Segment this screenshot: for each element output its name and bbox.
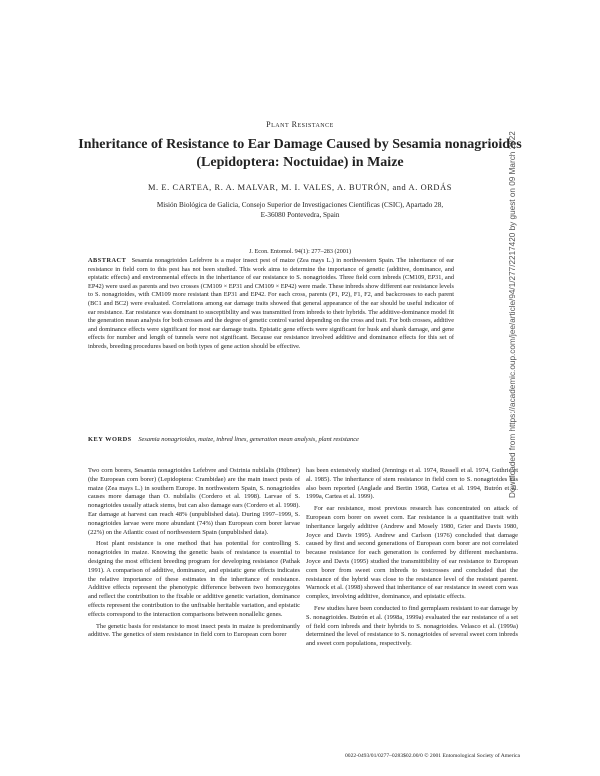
affiliation bbox=[60, 200, 540, 220]
abstract bbox=[88, 257, 454, 352]
body-paragraph: Two corn borers, Sesamia nonagrioides Lefebvre and Ostrinia nubilalis (Hübner) (the European corn borer) (Lepidoptera: Crambidae) are the main insect pests of maize (Zea mays L.) in southern Europe. In northwestern Spain, S. nonagrioides causes more damage than O. nubilalis (Cordero et al. 1998). Larvae of S. nonagrioides usually attack stems, but can also damage ears (Cordero et al. 1998). Ear damage at harvest can reach 48% (unpublished data). During 1997–1999, S. nonagrioides larvae were more abundant (74%) than European corn borer larvae (22%) on the Atlantic coast of northwestern Spain (unpublished data). bbox=[88, 467, 300, 536]
journal-citation: J. Econ. Entomol. 94(1): 277–283 (2001) bbox=[248, 248, 352, 255]
affiliation-line: Misión Biológica de Galicia, Consejo Superior de Investigaciones Científicas (CSIC), Apartado 28, bbox=[156, 201, 444, 209]
body-paragraph: Host plant resistance is one method that has potential for controlling S. nonagrioides in maize. Knowing the genetic basis of resistance is essential to designing the most efficient breeding program for developing resistance (Pathak 1991). A comparison of additive, dominance, and epistatic gene effects indicates the relative importance of these estimates in the inheritance of resistance. Additive effects represent the phenotypic difference between two homozygotes and reflect the contribution to the fixable or additive genetic variation, dominance effects represent the contribution to the unfixable heritable variation, and epistatic effects correspond to the interaction comparisons between nonallelic genes. bbox=[88, 540, 300, 618]
abstract-label: ABSTRACT bbox=[88, 257, 127, 264]
copyright-footer: 0022-0493/01/0277–0283$02.00/0 © 2001 Entomological Society of America bbox=[345, 753, 520, 759]
keywords bbox=[88, 435, 454, 444]
section-label: Plant Resistance bbox=[266, 120, 334, 129]
article-title: Inheritance of Resistance to Ear Damage Caused by Sesamia nonagrioides (Lepidoptera: Noctuidae) in Maize bbox=[78, 137, 522, 170]
body-paragraph: has been extensively studied (Jennings et al. 1974, Russell et al. 1974, Guthrie et al. 1985). The inheritance of stem resistance in field corn to S. nonagrioides has also been reported (Anglade and Bertin 1968, Cartea et al. 1994, Butrón et al. 1999a, Cartea et al. 1999). bbox=[306, 467, 518, 501]
body-column-left bbox=[88, 467, 300, 643]
keywords-label: KEY WORDS bbox=[88, 436, 132, 443]
body-paragraph: The genetic basis for resistance to most insect pests in maize is predominantly additive. The genetics of stem resistance in field corn to European corn borer bbox=[88, 622, 300, 639]
abstract-text: Sesamia nonagrioides Lefebvre is a major insect pest of maize (Zea mays L.) in northwestern Spain. The inheritance of ear resistance in field corn to this pest has not been studied. This work aims to determine the importance of genetic (additive, dominance, and epistatic effects) and environmental effects in the inheritance of ear resistance to S. nonagrioides. Three field corn inbreds (CM109, EP31, and EP42) were used as parents and two crosses (CM109 × EP31 and CM109 × EP42) were made. These inbreds show different ear resistance levels to S. nonagrioides, with CM109 more resistant than EP31 and EP42. For each cross, parents (P1, P2), F1, F2, and backcrosses to each parent (BC1 and BC2) were evaluated. Correlations among ear damage traits showed that general appearance of the ear should be useful indicator of ear resistance. Ear resistance was dominant to susceptibility and was transmitted from inbreds to their hybrids. The additive-dominance model fit the generation mean analysis for both crosses and the degree of genetic control varied depending on the cross and trait. For both crosses, additive and dominance effects were significant for most ear damage traits. Epistatic gene effects were significant for husk and shank damage, and gene effects for number and length of tunnels were not significant. Because ear resistance involved additive and dominance effects for this set of inbreds, breeding procedures based on both types of gene action should be effective. bbox=[88, 257, 455, 350]
download-banner[interactable]: Downloaded from https://academic.oup.com/jee/article/94/1/277/2217420 by guest on 09 March 2022 bbox=[508, 131, 517, 498]
body-paragraph: For ear resistance, most previous research has concentrated on attack of European corn borer on sweet corn. Ear resistance is a quantitative trait with inheritance largely additive (Andrew and Mosely 1980, Grier and Davis 1980, Joyce and Davis 1995). Andrew and Carlson (1976) concluded that damage caused by first and second generations of European corn borer are not correlated because resistance for each generation is conferred by different mechanisms. Joyce and Davis (1995) studied the transmittibility of ear resistance to European corn borer from sweet corn inbreds to testcrosses and concluded that the resistance of the hybrid was close to the resistance level of the resistant parent. Warnock et al. (1998) showed that inheritance of ear resistance in sweet corn was complex, involving additive, dominance, and epistatic effects. bbox=[306, 505, 518, 601]
body-column-right bbox=[306, 467, 518, 652]
keywords-text: Sesamia nonagrioides, maize, inbred lines, generation mean analysis, plant resistance bbox=[138, 436, 359, 443]
authors: M. E. CARTEA, R. A. MALVAR, M. I. VALES, A. BUTRÓN, and A. ORDÁS bbox=[148, 183, 452, 192]
affiliation-line: E-36080 Pontevedra, Spain bbox=[260, 211, 340, 219]
body-paragraph: Few studies have been conducted to find germplasm resistant to ear damage by S. nonagrioides. Butrón et al. (1998a, 1999a) evaluated the ear resistance of a set of field corn inbreds and their hybrids to S. nonagrioides. Velasco et al. (1999a) determined the level of resistance to S. nonagrioides of several sweet corn inbreds and sweet corn populations, respectively. bbox=[306, 604, 518, 648]
